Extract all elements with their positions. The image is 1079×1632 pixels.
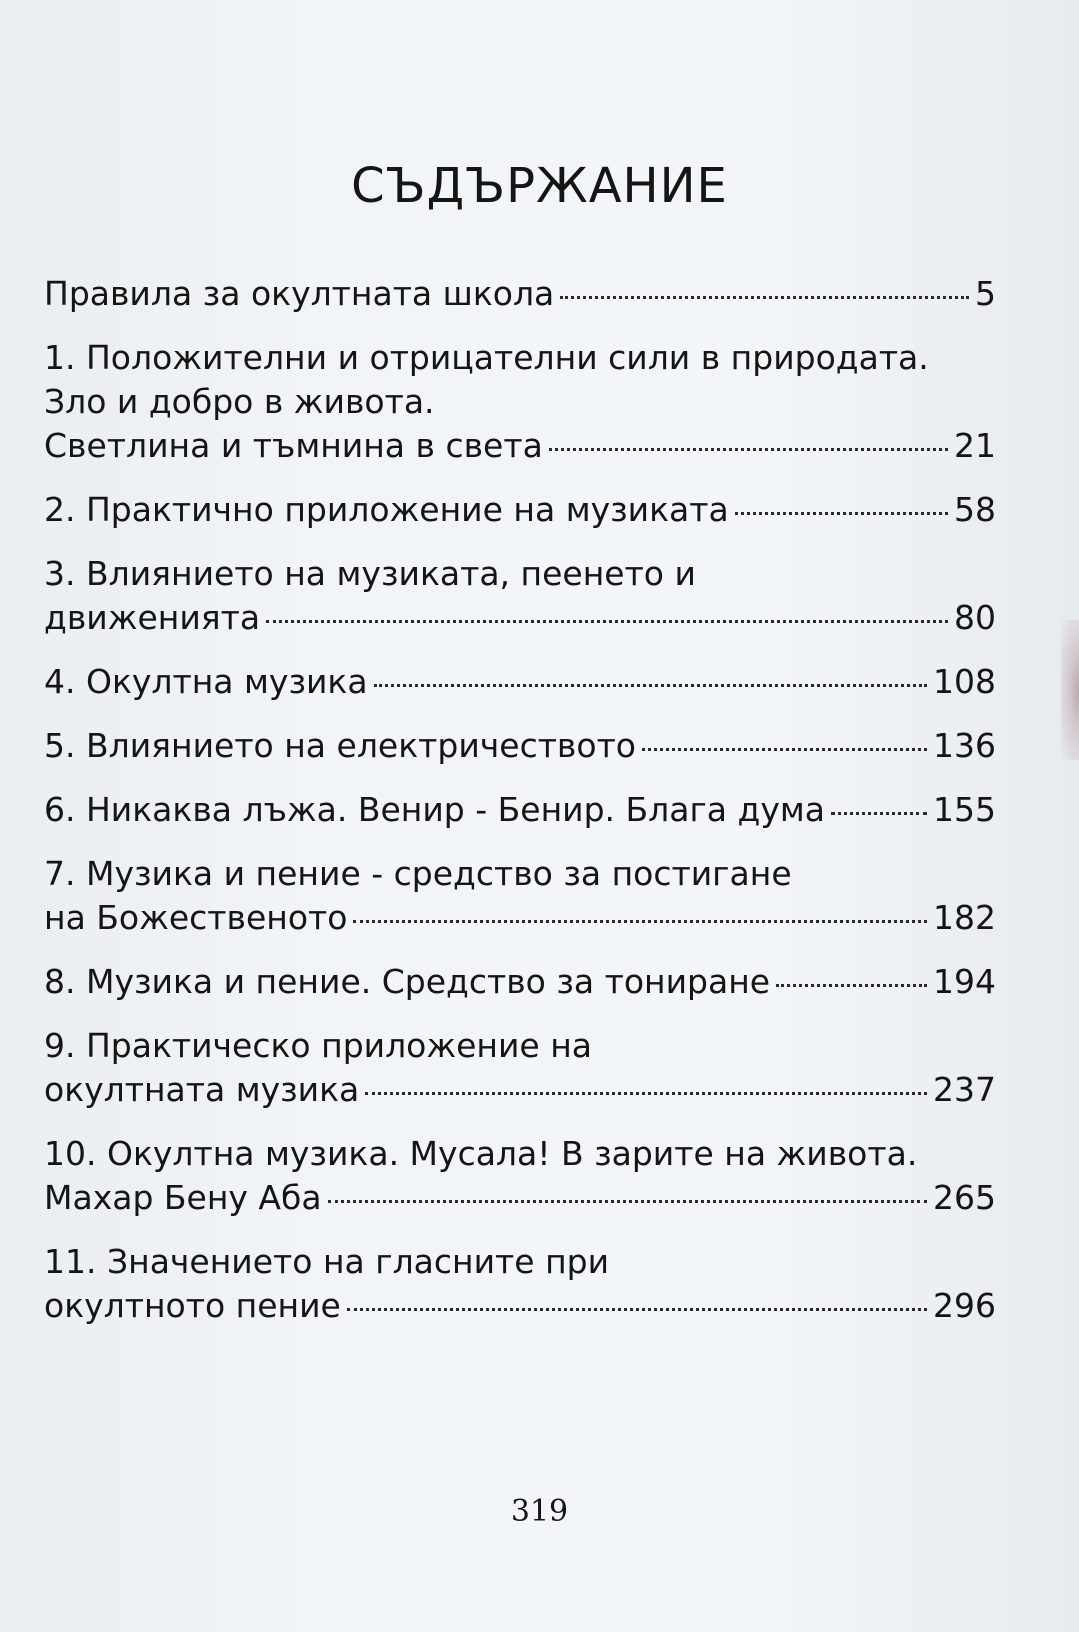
table-of-contents [44,272,996,1348]
toc-entry-row [44,488,996,532]
toc-entry-row [44,724,996,768]
toc-entry [44,960,996,1004]
toc-entry-title-line: 11. Значението на гласните при [44,1242,610,1281]
toc-entry-title-line: 3. Влиянието на музиката, пеенето и [44,554,696,593]
dot-leader [549,448,948,451]
dot-leader [735,512,948,515]
dot-leader [266,620,948,623]
toc-entry-row [44,424,996,468]
toc-entry-page-number: 58 [954,490,996,529]
toc-entry [44,660,996,704]
toc-entry-title-line: 2. Практично приложение на музиката [44,490,729,529]
toc-entry-page-number: 5 [975,274,996,313]
next-page-edge [1061,620,1079,760]
toc-entry [44,852,996,940]
dot-leader [328,1200,927,1203]
toc-entry-row [44,272,996,316]
toc-entry [44,272,996,316]
toc-entry-page-number: 21 [954,426,996,465]
toc-entry [44,1132,996,1220]
dot-leader [374,684,927,687]
toc-entry-row [44,788,996,832]
toc-entry-row [44,1284,996,1328]
dot-leader [347,1308,927,1311]
toc-entry-title-line: 8. Музика и пение. Средство за тониране [44,962,771,1001]
toc-entry-row [44,596,996,640]
dot-leader [642,748,927,751]
toc-entry-title-line: движенията [44,598,261,637]
toc-entry-row [44,660,996,704]
toc-entry-row [44,1068,996,1112]
toc-entry [44,788,996,832]
toc-entry-title-line: Светлина и тъмнина в света [44,426,543,465]
page-number: 319 [510,1494,569,1529]
dot-leader [560,296,969,299]
toc-entry-title-line: окултното пение [44,1286,341,1325]
toc-entry [44,1240,996,1328]
toc-entry-page-number: 108 [933,662,996,701]
dot-leader [776,984,927,987]
toc-entry [44,552,996,640]
toc-entry-title-line: 1. Положителни и отрицателни сили в природата. [44,338,929,377]
toc-entry-page-number: 265 [933,1178,996,1217]
toc-entry-title-line: 9. Практическо приложение на [44,1026,593,1065]
toc-entry-page-number: 136 [933,726,996,765]
toc-entry-row [44,960,996,1004]
toc-entry-title-line: 6. Никаква лъжа. Венир - Бенир. Блага дума [44,790,825,829]
toc-entry-title-line: Правила за окултната школа [44,274,555,313]
toc-entry-page-number: 155 [933,790,996,829]
toc-entry-row [44,896,996,940]
toc-entry-page-number: 182 [933,898,996,937]
page-title: СЪДЪРЖАНИЕ [351,158,728,214]
toc-entry [44,724,996,768]
toc-entry-title-line: 7. Музика и пение - средство за постигане [44,854,792,893]
toc-entry-row [44,1176,996,1220]
toc-entry-page-number: 80 [954,598,996,637]
toc-entry-title-line: 5. Влиянието на електричеството [44,726,636,765]
dot-leader [353,920,927,923]
toc-entry [44,488,996,532]
toc-entry-title-line: окултната музика [44,1070,360,1109]
toc-entry-title-line: 10. Окултна музика. Мусала! В зарите на живота. [44,1134,918,1173]
toc-entry-title-line: Махар Бену Аба [44,1178,322,1217]
dot-leader [365,1092,927,1095]
toc-entry-page-number: 194 [933,962,996,1001]
dot-leader [831,812,927,815]
toc-entry-page-number: 237 [933,1070,996,1109]
toc-entry [44,336,996,468]
toc-entry [44,1024,996,1112]
toc-entry-title-line: Зло и добро в живота. [44,382,435,421]
toc-entry-page-number: 296 [933,1286,996,1325]
toc-entry-title-line: 4. Окултна музика [44,662,368,701]
toc-entry-title-line: на Божественото [44,898,348,937]
